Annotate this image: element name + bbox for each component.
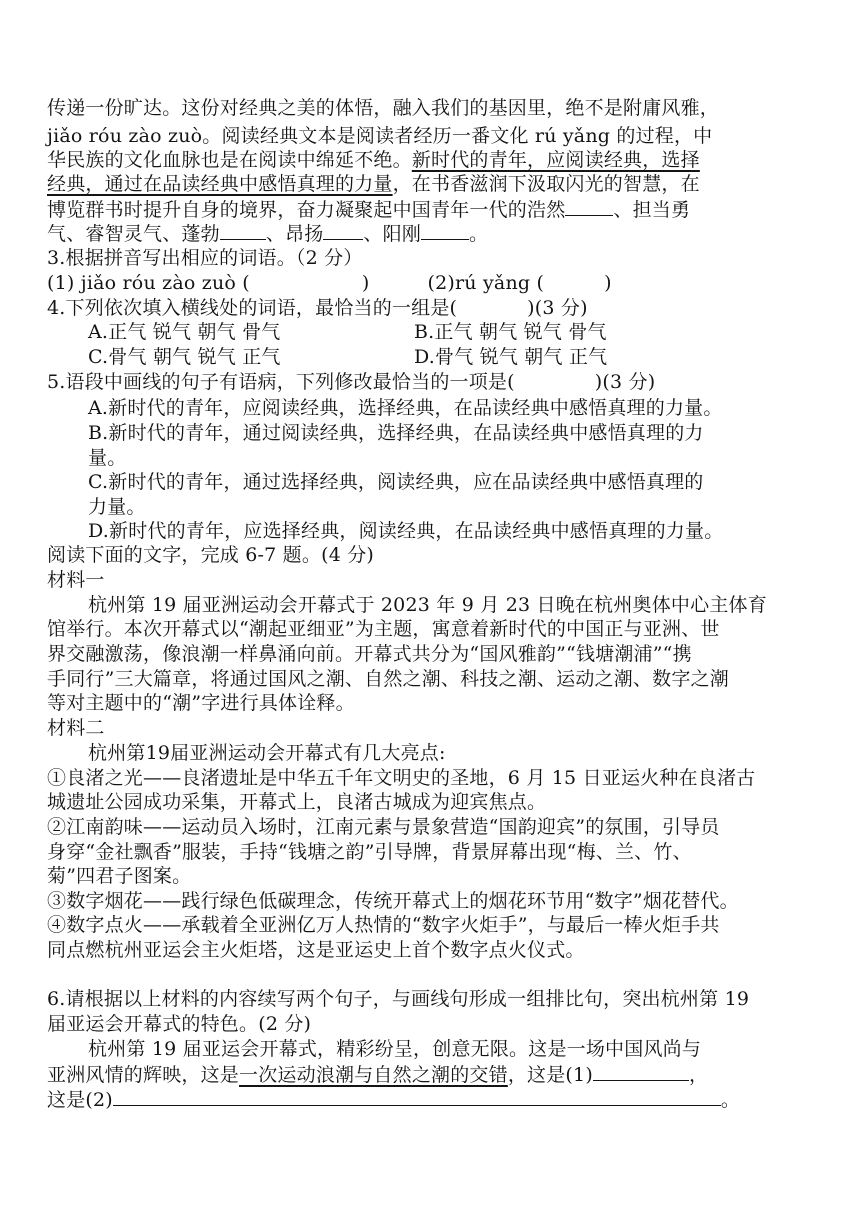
- q6-text: ，这是(1): [507, 1064, 593, 1086]
- passage-line-2: jiǎo róu zào zuò。阅读经典文本是阅读者经历一番文化 rú yǎng 的过程，中: [47, 125, 713, 147]
- material-2-line: 身穿“金社飘香”服装，手持“钱塘之韵”引导牌，背景屏幕出现“梅、兰、竹、: [47, 841, 692, 863]
- q5-stem-end: )(3 分): [594, 371, 656, 393]
- question-6-answer-line: [47, 1087, 740, 1112]
- q6-text: ，: [688, 1064, 709, 1086]
- fill-blank[interactable]: [421, 221, 469, 240]
- passage-text: 博览群书时提升自身的境界，奋力凝聚起中国青年一代的浩然: [47, 199, 566, 221]
- question-3-items: [47, 271, 612, 295]
- passage-line-4: [47, 172, 700, 196]
- passage-line-3: [47, 148, 700, 172]
- q6-answer-line-1[interactable]: [593, 1062, 689, 1081]
- q6-text: 这是(2): [47, 1089, 113, 1111]
- q5-option-b-cont: 量。: [88, 447, 127, 469]
- q5-option-b: B.新时代的青年，通过阅读经典，选择经典，在品读经典中感悟真理的力: [88, 422, 704, 444]
- question-6-title: 6.请根据以上材料的内容续写两个句子，与画线句形成一组排比句，突出杭州第 19: [47, 988, 750, 1010]
- material-1-title: 材料一: [47, 569, 105, 591]
- q6-underlined-sentence: 一次运动浪潮与自然之潮的交错: [239, 1064, 508, 1086]
- q5-option-d: D.新时代的青年，应选择经典，阅读经典，在品读经典中感悟真理的力量。: [88, 520, 724, 542]
- q4-option-c: C.骨气 朝气 锐气 正气: [88, 346, 281, 368]
- material-2-line: 城遗址公园成功采集，开幕式上，良渚古城成为迎宾焦点。: [47, 791, 547, 813]
- material-1-line: 馆举行。本次开幕式以“潮起亚细亚”为主题，寓意着新时代的中国正与亚洲、世: [47, 618, 720, 640]
- material-2-line: ②江南韵味——运动员入场时，江南元素与景象营造“国韵迎宾”的氛围，引导员: [47, 816, 720, 838]
- material-2-line: 菊”四君子图案。: [47, 865, 192, 887]
- q4-option-b: B.正气 朝气 锐气 骨气: [414, 321, 607, 343]
- q4-stem-end: )(3 分): [527, 297, 588, 319]
- passage-text: 、阳刚: [363, 223, 422, 245]
- passage-line-1: 传递一份旷达。这份对经典之美的体悟，融入我们的基因里，绝不是附庸风雅，: [47, 97, 720, 119]
- question-5-title: [47, 370, 655, 394]
- underlined-sentence: 经典，通过在品读经典中感悟真理的力量: [47, 173, 393, 195]
- q4-stem: 4.下列依次填入横线处的词语，最恰当的一组是(: [47, 297, 458, 319]
- q5-stem: 5.语段中画线的句子有语病，下列修改最恰当的一项是(: [47, 371, 515, 393]
- q5-option-c-cont: 力量。: [88, 496, 146, 518]
- material-2-line: 同点燃杭州亚运会主火炬塔，这是亚运史上首个数字点火仪式。: [47, 939, 585, 961]
- q3-item-1-close: ): [361, 272, 370, 294]
- q3-item-1-label: (1) jiǎo róu zào zuò (: [47, 272, 250, 294]
- question-6-stem: 杭州第 19 届亚运会开幕式，精彩纷呈，创意无限。这是一场中国风尚与: [88, 1038, 702, 1060]
- reading-intro: 阅读下面的文字，完成 6-7 题。(4 分): [47, 544, 375, 566]
- question-6-title-cont: 届亚运会开幕式的特色。(2 分): [47, 1013, 312, 1035]
- passage-text: 、昂扬: [265, 223, 324, 245]
- q3-item-2-label: (2)rú yǎng (: [427, 272, 545, 294]
- question-3-title: 3.根据拼音写出相应的词语。（2 分）: [47, 247, 363, 269]
- material-1-line: 手同行”三大篇章，将通过国风之潮、自然之潮、科技之潮、运动之潮、数字之潮: [47, 668, 729, 690]
- q4-option-d: D.骨气 锐气 朝气 正气: [414, 346, 608, 368]
- passage-text: 气、睿智灵气、蓬勃: [47, 223, 220, 245]
- passage-text: ，在书香滋润下汲取闪光的智慧，在: [392, 173, 700, 195]
- q6-answer-line-2[interactable]: [113, 1087, 721, 1106]
- passage-text: 。: [469, 223, 489, 245]
- q4-option-a: A.正气 锐气 朝气 骨气: [88, 321, 281, 343]
- material-1-line: 等对主题中的“潮”字进行具体诠释。: [47, 692, 355, 714]
- material-2-line: ④数字点火——承载着全亚洲亿万人热情的“数字火炬手”，与最后一棒火炬手共: [47, 914, 720, 936]
- underlined-sentence: 新时代的青年，应阅读经典，选择: [411, 149, 700, 171]
- material-1-line: 杭州第 19 届亚洲运动会开幕式于 2023 年 9 月 23 日晚在杭州奥体中心主体育: [88, 594, 767, 616]
- question-6-stem-line: [47, 1062, 708, 1087]
- material-2-line: ③数字烟花——践行绿色低碳理念，传统开幕式上的烟花环节用“数字”烟花替代。: [47, 890, 739, 912]
- material-2-line: ①良渚之光——良渚遗址是中华五千年文明史的圣地，6 月 15 日亚运火种在良渚古: [47, 767, 756, 789]
- q5-option-a: A.新时代的青年，应阅读经典，选择经典，在品读经典中感悟真理的力量。: [88, 397, 723, 419]
- q5-option-c: C.新时代的青年，通过选择经典，阅读经典，应在品读经典中感悟真理的: [88, 471, 704, 493]
- material-2-line: 杭州第19届亚洲运动会开幕式有几大亮点:: [88, 742, 446, 764]
- fill-blank[interactable]: [323, 221, 363, 240]
- fill-blank[interactable]: [565, 197, 613, 216]
- material-2-title: 材料二: [47, 717, 105, 739]
- fill-blank[interactable]: [220, 221, 266, 240]
- q6-text: 。: [720, 1089, 741, 1111]
- q3-item-2-close: ): [604, 272, 612, 294]
- passage-line-6: [47, 221, 488, 246]
- material-1-line: 界交融激荡，像浪潮一样鼻涌向前。开幕式共分为“国风雅韵”“钱塘潮浦”“携: [47, 643, 692, 665]
- passage-line-5: [47, 197, 690, 222]
- passage-text: 华民族的文化血脉也是在阅读中绵延不绝。: [47, 149, 412, 171]
- q6-text: 亚洲风情的辉映，这是: [47, 1064, 240, 1086]
- question-4-title: [47, 296, 588, 320]
- passage-text: 、担当勇: [613, 199, 691, 221]
